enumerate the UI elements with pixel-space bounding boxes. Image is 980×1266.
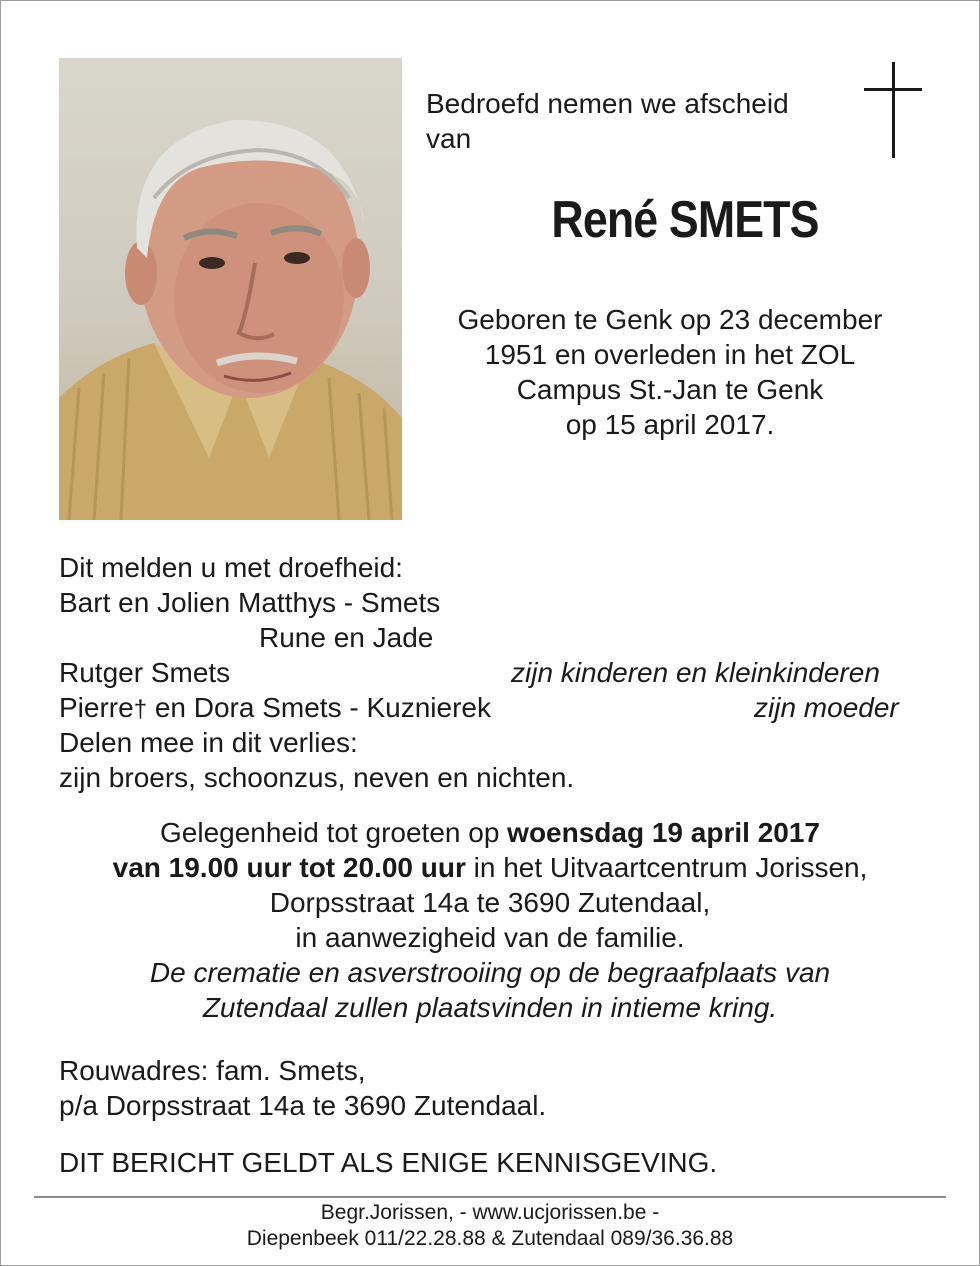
- born-line-3: Campus St.-Jan te Genk: [516, 374, 824, 405]
- family-heading: Dit melden u met droefheid:: [59, 552, 403, 583]
- birth-death-details: [420, 302, 920, 442]
- visit-line-3: Dorpsstraat 14a te 3690 Zutendaal,: [269, 887, 711, 918]
- portrait-photo: [59, 58, 402, 520]
- visit-line-6: Zutendaal zullen plaatsvinden in intieme kring.: [202, 992, 778, 1023]
- family-line-1: Bart en Jolien Matthys - Smets: [59, 587, 441, 618]
- visit-line-2: [40, 850, 940, 885]
- family-line-4: [59, 690, 929, 725]
- family-line-4-name-b: en Dora Smets - Kuznierek: [147, 692, 491, 723]
- family-line-4-relation: zijn moeder: [754, 692, 899, 723]
- deceased-name: René SMETS: [551, 191, 819, 249]
- dagger-symbol: †: [133, 696, 148, 723]
- visit-line-4: in aanwezigheid van de familie.: [295, 922, 685, 953]
- intro-text: [426, 86, 846, 156]
- visit-date: woensdag 19 april 2017: [507, 817, 820, 848]
- footer-divider: [34, 1196, 946, 1198]
- visit-location: in het Uitvaartcentrum Jorissen,: [465, 852, 868, 883]
- visit-time: van 19.00 uur tot 20.00 uur: [112, 852, 466, 883]
- footer: [0, 1200, 980, 1252]
- mourning-address: [59, 1053, 929, 1123]
- portrait-illustration: [59, 58, 402, 520]
- footer-line-2: Diepenbeek 011/22.28.88 & Zutendaal 089/36.36.88: [246, 1227, 734, 1250]
- family-line-2: Rune en Jade: [259, 622, 434, 653]
- born-line-1: Geboren te Genk op 23 december: [457, 304, 883, 335]
- intro-line-2: van: [426, 123, 472, 154]
- family-announcement: [59, 550, 929, 795]
- intro-line-1: Bedroefd nemen we afscheid: [426, 88, 789, 119]
- family-line-5: Delen mee in dit verlies:: [59, 727, 358, 758]
- family-line-3-left: Rutger Smets: [59, 657, 231, 688]
- family-line-3-relation: zijn kinderen en kleinkinderen: [511, 657, 880, 688]
- cross-icon: [864, 62, 922, 158]
- family-line-4-name-a: Pierre: [59, 692, 134, 723]
- born-line-4: op 15 april 2017.: [565, 409, 775, 440]
- visit-line-1-text: Gelegenheid tot groeten op: [160, 817, 508, 848]
- born-line-2: 1951 en overleden in het ZOL: [484, 339, 856, 370]
- footer-line-1: Begr.Jorissen, - www.ucjorissen.be -: [320, 1201, 660, 1224]
- visitation-details: [40, 815, 940, 1025]
- notice-text: DIT BERICHT GELDT ALS ENIGE KENNISGEVING.: [59, 1147, 718, 1178]
- address-line-1: Rouwadres: fam. Smets,: [59, 1055, 366, 1086]
- family-line-3: [59, 655, 929, 690]
- family-line-6: zijn broers, schoonzus, neven en nichten.: [59, 762, 575, 793]
- visit-line-5: De crematie en asverstrooiing op de begraafplaats van: [149, 957, 831, 988]
- address-line-2: p/a Dorpsstraat 14a te 3690 Zutendaal.: [59, 1090, 547, 1121]
- visit-line-1: [40, 815, 940, 850]
